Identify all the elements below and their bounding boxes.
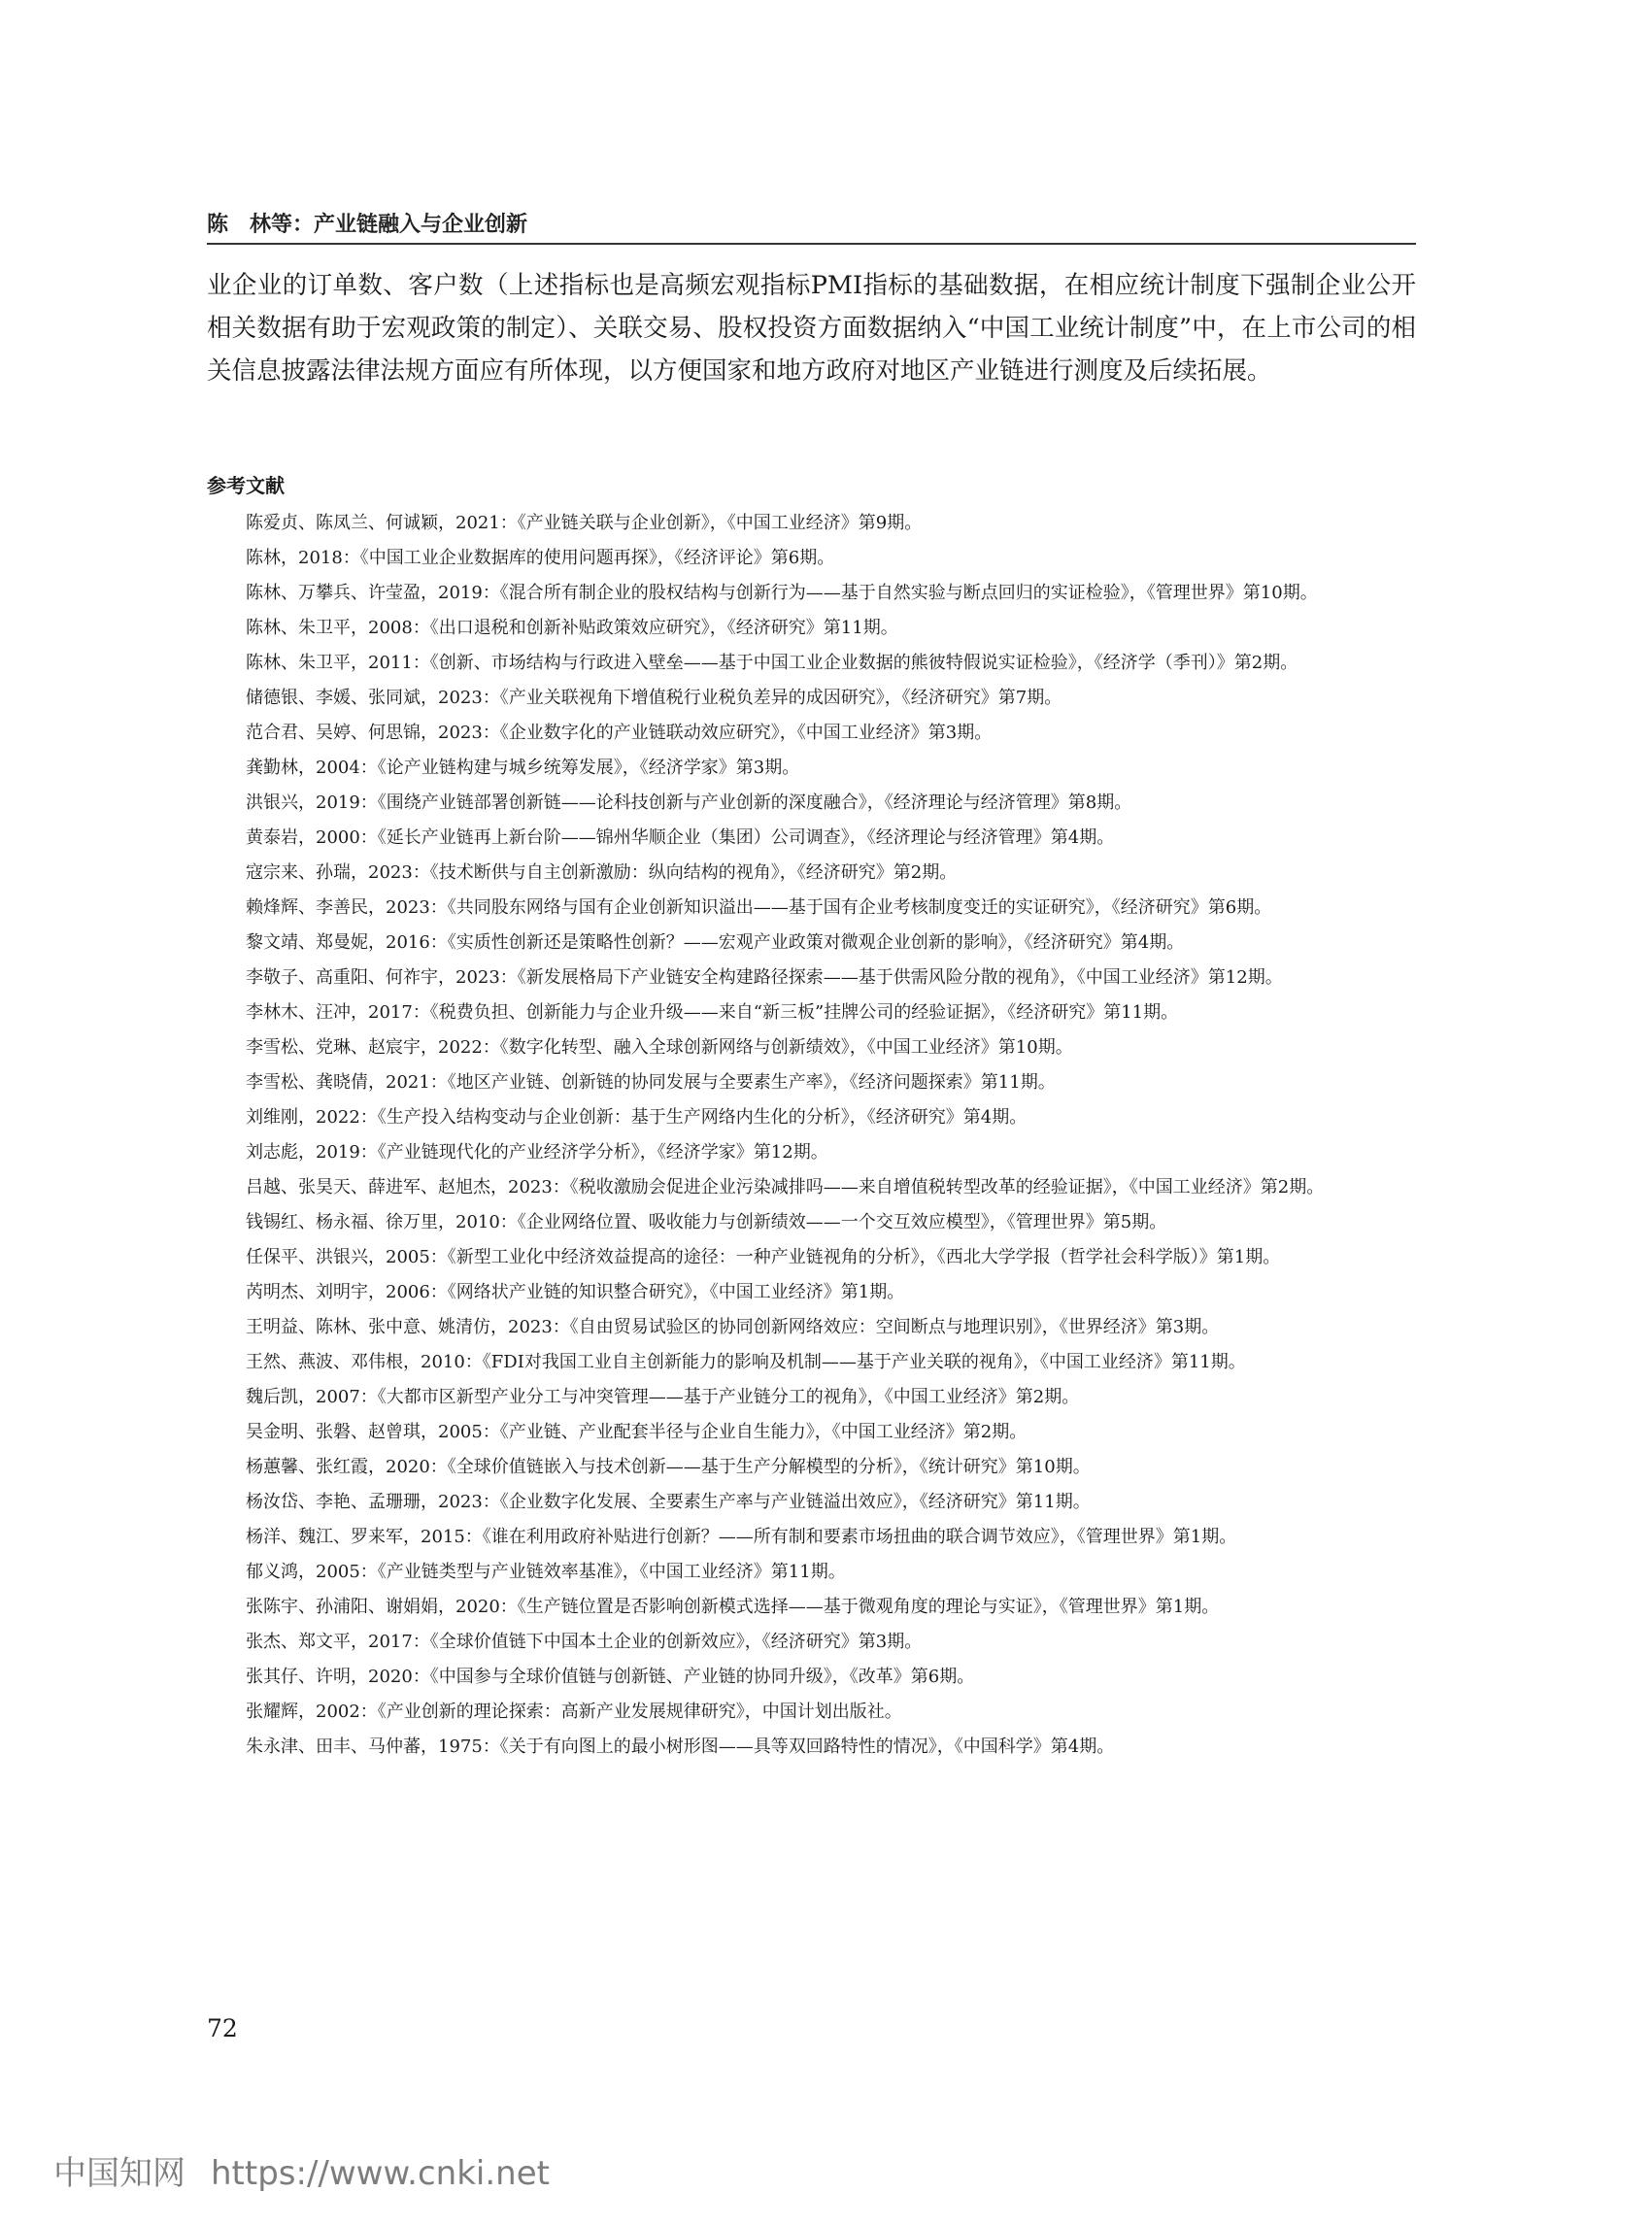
reference-item: 陈林、朱卫平，2011：《创新、市场结构与行政进入壁垒——基于中国工业企业数据的熊彼特假说实证检验》，《经济学（季刊）》第2期。 <box>246 653 1298 673</box>
body-paragraph: 业企业的订单数、客户数（上述指标也是高频宏观指标PMI指标的基础数据，在相应统计制度下强制企业公开相关数据有助于宏观政策的制定）、关联交易、股权投资方面数据纳入“中国工业统计制度”中，在上市公司的相关信息披露法律法规方面应有所体现，以方便国家和地方政府对地区产业链进行测度及后续拓展。 <box>207 271 1416 386</box>
reference-item: 李林木、汪冲，2017：《税费负担、创新能力与企业升级——来自“新三板”挂牌公司的经验证据》，《经济研究》第11期。 <box>246 1002 1179 1023</box>
reference-item: 钱锡红、杨永福、徐万里，2010：《企业网络位置、吸收能力与创新绩效——一个交互效应模型》，《管理世界》第5期。 <box>246 1212 1167 1232</box>
running-header: 陈 林等：产业链融入与企业创新 <box>207 213 528 237</box>
reference-item: 寇宗来、孙瑞，2023：《技术断供与自主创新激励：纵向结构的视角》，《经济研究》第2期。 <box>246 862 958 883</box>
reference-item: 黎文靖、郑曼妮，2016：《实质性创新还是策略性创新？——宏观产业政策对微观企业创新的影响》，《经济研究》第4期。 <box>246 932 1185 953</box>
reference-item: 范合君、吴婷、何思锦，2023：《企业数字化的产业链联动效应研究》，《中国工业经济》第3期。 <box>246 723 993 743</box>
reference-item: 吕越、张昊天、薛进军、赵旭杰，2023：《税收激励会促进企业污染减排吗——来自增值税转型改革的经验证据》，《中国工业经济》第2期。 <box>246 1177 1325 1197</box>
page-number: 72 <box>207 2014 238 2042</box>
reference-item: 王然、燕波、邓伟根，2010：《FDI对我国工业自主创新能力的影响及机制——基于产业关联的视角》，《中国工业经济》第11期。 <box>246 1352 1246 1372</box>
reference-item: 吴金明、张磐、赵曾琪，2005：《产业链、产业配套半径与企业自生能力》，《中国工业经济》第2期。 <box>246 1422 1028 1442</box>
reference-item: 张其仔、许明，2020：《中国参与全球价值链与创新链、产业链的协同升级》，《改革》第6期。 <box>246 1667 975 1687</box>
references-list <box>207 506 1416 1765</box>
reference-item: 李雪松、党琳、赵宸宇，2022：《数字化转型、融入全球创新网络与创新绩效》，《中国工业经济》第10期。 <box>246 1037 1073 1058</box>
reference-item: 储德银、李媛、张同斌，2023：《产业关联视角下增值税行业税负差异的成因研究》，《经济研究》第7期。 <box>246 688 1062 708</box>
reference-item: 陈林、朱卫平，2008：《出口退税和创新补贴政策效应研究》，《经济研究》第11期。 <box>246 618 898 638</box>
reference-item: 陈爱贞、陈凤兰、何诚颖，2021：《产业链关联与企业创新》，《中国工业经济》第9期。 <box>246 513 923 533</box>
reference-item: 张耀辉，2002：《产业创新的理论探索：高新产业发展规律研究》，中国计划出版社。 <box>246 1702 902 1722</box>
reference-item: 杨洋、魏江、罗来军，2015：《谁在利用政府补贴进行创新？——所有制和要素市场扭曲的联合调节效应》，《管理世界》第1期。 <box>246 1527 1237 1547</box>
reference-item: 任保平、洪银兴，2005：《新型工业化中经济效益提高的途径：一种产业链视角的分析》，《西北大学学报（哲学社会科学版）》第1期。 <box>246 1247 1281 1267</box>
reference-item: 杨蕙馨、张红霞，2020：《全球价值链嵌入与技术创新——基于生产分解模型的分析》，《统计研究》第10期。 <box>246 1457 1091 1477</box>
reference-item: 黄泰岩，2000：《延长产业链再上新台阶——锦州华顺企业（集团）公司调查》，《经济理论与经济管理》第4期。 <box>246 827 1115 848</box>
reference-item: 王明益、陈林、张中意、姚清仿，2023：《自由贸易试验区的协同创新网络效应：空间断点与地理识别》，《世界经济》第3期。 <box>246 1317 1220 1337</box>
reference-item: 洪银兴，2019：《围绕产业链部署创新链——论科技创新与产业创新的深度融合》，《经济理论与经济管理》第8期。 <box>246 793 1132 813</box>
header-rule <box>207 243 1416 245</box>
reference-item: 魏后凯，2007：《大都市区新型产业分工与冲突管理——基于产业链分工的视角》，《中国工业经济》第2期。 <box>246 1387 1080 1407</box>
reference-item: 龚勤林，2004：《论产业链构建与城乡统筹发展》，《经济学家》第3期。 <box>246 758 800 778</box>
reference-item: 赖烽辉、李善民，2023：《共同股东网络与国有企业创新知识溢出——基于国有企业考核制度变迁的实证研究》，《经济研究》第6期。 <box>246 897 1272 918</box>
watermark-name: 中国知网 <box>53 2154 185 2193</box>
reference-item: 张陈宇、孙浦阳、谢娟娟，2020：《生产链位置是否影响创新模式选择——基于微观角度的理论与实证》，《管理世界》第1期。 <box>246 1597 1220 1617</box>
reference-item: 杨汝岱、李艳、孟珊珊，2023：《企业数字化发展、全要素生产率与产业链溢出效应》，《经济研究》第11期。 <box>246 1492 1091 1512</box>
reference-item: 陈林，2018：《中国工业企业数据库的使用问题再探》，《经济评论》第6期。 <box>246 548 835 568</box>
reference-item: 芮明杰、刘明宇，2006：《网络状产业链的知识整合研究》，《中国工业经济》第1期。 <box>246 1282 905 1302</box>
watermark-url[interactable]: https://www.cnki.net <box>211 2154 550 2193</box>
reference-item: 李雪松、龚晓倩，2021：《地区产业链、创新链的协同发展与全要素生产率》，《经济问题探索》第11期。 <box>246 1072 1056 1093</box>
reference-item: 郁义鸿，2005：《产业链类型与产业链效率基准》，《中国工业经济》第11期。 <box>246 1562 846 1582</box>
cnki-watermark <box>53 2146 550 2194</box>
references-heading: 参考文献 <box>207 474 285 497</box>
reference-item: 朱永津、田丰、马仲蕃，1975：《关于有向图上的最小树形图——具等双回路特性的情况》，《中国科学》第4期。 <box>246 1737 1115 1757</box>
reference-item: 李敬子、高重阳、何祚宇，2023：《新发展格局下产业链安全构建路径探索——基于供需风险分散的视角》，《中国工业经济》第12期。 <box>246 967 1283 988</box>
reference-item: 刘志彪，2019：《产业链现代化的产业经济学分析》，《经济学家》第12期。 <box>246 1142 828 1163</box>
reference-item: 张杰、郑文平，2017：《全球价值链下中国本土企业的创新效应》，《经济研究》第3期。 <box>246 1632 923 1652</box>
reference-item: 刘维刚，2022：《生产投入结构变动与企业创新：基于生产网络内生化的分析》，《经济研究》第4期。 <box>246 1107 1028 1128</box>
reference-item: 陈林、万攀兵、许莹盈，2019：《混合所有制企业的股权结构与创新行为——基于自然实验与断点回归的实证检验》，《管理世界》第10期。 <box>246 583 1318 603</box>
